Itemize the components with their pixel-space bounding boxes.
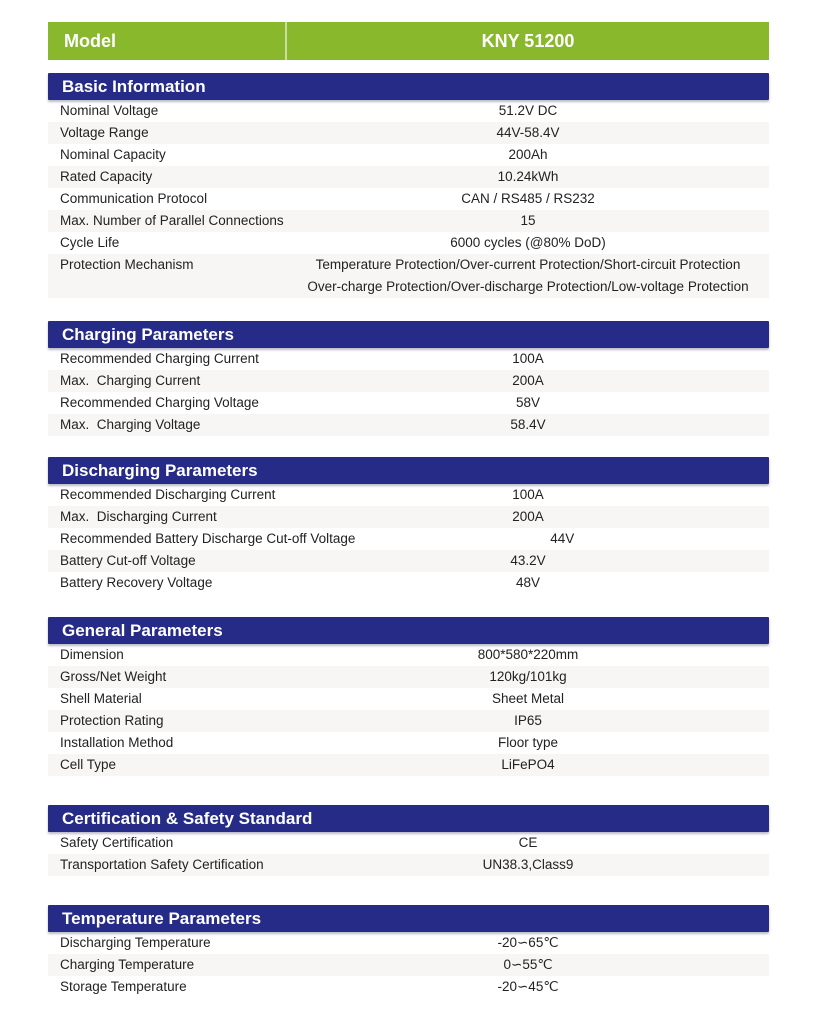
section-general-parameters [48, 617, 769, 776]
row-label: Recommended Charging Current [60, 351, 259, 366]
row-value: 44V-58.4V [496, 125, 560, 140]
row-label: Battery Recovery Voltage [60, 575, 213, 590]
row-value: CAN / RS485 / RS232 [461, 191, 595, 206]
table-row [48, 688, 769, 710]
row-label: Discharging Temperature [60, 935, 211, 950]
table-row [48, 832, 769, 854]
model-label: Model [48, 22, 287, 60]
table-row [48, 644, 769, 666]
table-row [48, 100, 769, 122]
row-label: Protection Rating [60, 713, 164, 728]
row-value: 200Ah [508, 147, 548, 162]
row-label: Max. Number of Parallel Connections [60, 213, 284, 228]
table-row [48, 122, 769, 144]
table-row [48, 976, 769, 998]
table-row [48, 506, 769, 528]
row-value: 58.4V [510, 417, 546, 432]
row-value: 6000 cycles (@80% DoD) [450, 235, 606, 250]
row-value [287, 254, 769, 298]
row-value: 48V [515, 575, 541, 590]
row-value: 800*580*220mm [477, 647, 579, 662]
row-value: LiFePO4 [501, 757, 555, 772]
row-value: Sheet Metal [491, 691, 565, 706]
row-value: 100A [512, 487, 544, 502]
row-label: Max. Charging Voltage [60, 417, 201, 432]
row-value: 51.2V DC [498, 103, 558, 118]
table-row [48, 166, 769, 188]
table-row [48, 254, 769, 298]
row-label: Cell Type [60, 757, 117, 772]
row-label: Gross/Net Weight [60, 669, 167, 684]
row-label: Max. Charging Current [60, 373, 201, 388]
row-label: Nominal Voltage [60, 103, 159, 118]
table-row [48, 954, 769, 976]
table-row [48, 144, 769, 166]
table-row [48, 666, 769, 688]
section-title: Certification & Safety Standard [48, 805, 769, 832]
section-charging-parameters [48, 321, 769, 436]
row-label: Recommended Discharging Current [60, 487, 276, 502]
section-rows [48, 832, 769, 876]
row-label: Installation Method [60, 735, 174, 750]
section-rows [48, 932, 769, 998]
row-value: 200A [512, 373, 544, 388]
table-row [48, 414, 769, 436]
table-row [48, 932, 769, 954]
row-label: Storage Temperature [60, 979, 187, 994]
section-rows [48, 644, 769, 776]
table-row [48, 732, 769, 754]
row-label: Recommended Charging Voltage [60, 395, 259, 410]
row-value: -20∽45℃ [497, 979, 559, 994]
model-bar [48, 22, 769, 60]
row-value: CE [518, 835, 538, 850]
section-rows [48, 100, 769, 298]
section-title: Charging Parameters [48, 321, 769, 348]
table-row [48, 210, 769, 232]
row-value: 0∽55℃ [503, 957, 553, 972]
row-label: Safety Certification [60, 835, 174, 850]
row-label: Dimension [60, 647, 124, 662]
row-label: Charging Temperature [60, 957, 195, 972]
table-row [48, 710, 769, 732]
row-label: Nominal Capacity [60, 147, 166, 162]
section-rows [48, 484, 769, 594]
row-value: 100A [512, 351, 544, 366]
row-label: Max. Discharging Current [60, 509, 217, 524]
section-title: Basic Information [48, 73, 769, 100]
section-discharging-parameters [48, 457, 769, 594]
table-row [48, 392, 769, 414]
row-label: Communication Protocol [60, 191, 208, 206]
table-row [48, 528, 769, 550]
section-basic-information [48, 73, 769, 298]
section-rows [48, 348, 769, 436]
row-value: Floor type [497, 735, 559, 750]
row-value: 44V [550, 531, 575, 546]
row-value: -20∽65℃ [497, 935, 559, 950]
section-title: General Parameters [48, 617, 769, 644]
row-label: Voltage Range [60, 125, 149, 140]
row-value: 200A [512, 509, 544, 524]
table-row [48, 232, 769, 254]
table-row [48, 854, 769, 876]
table-row [48, 188, 769, 210]
row-label: Rated Capacity [60, 169, 153, 184]
section-temperature-parameters [48, 905, 769, 998]
row-label: Cycle Life [60, 235, 120, 250]
row-value: 58V [515, 395, 541, 410]
section-certification-safety-standard [48, 805, 769, 876]
row-value: 120kg/101kg [489, 669, 567, 684]
row-value: 15 [520, 213, 536, 228]
row-value-line-2: Over-charge Protection/Over-discharge Protection/Low-voltage Protection [307, 279, 749, 294]
table-row [48, 572, 769, 594]
row-value: 43.2V [510, 553, 546, 568]
section-title: Temperature Parameters [48, 905, 769, 932]
row-value: UN38.3,Class9 [482, 857, 574, 872]
row-value: 10.24kWh [497, 169, 559, 184]
row-value: IP65 [514, 713, 542, 728]
table-row [48, 754, 769, 776]
row-label: Shell Material [60, 691, 142, 706]
table-row [48, 370, 769, 392]
section-title: Discharging Parameters [48, 457, 769, 484]
table-row [48, 484, 769, 506]
row-value-line-1: Temperature Protection/Over-current Protection/Short-circuit Protection [315, 257, 741, 272]
table-row [48, 348, 769, 370]
row-label: Battery Cut-off Voltage [60, 553, 196, 568]
row-label: Recommended Battery Discharge Cut-off Voltage [60, 531, 356, 546]
table-row [48, 550, 769, 572]
model-value: KNY 51200 [481, 30, 575, 51]
row-label: Transportation Safety Certification [60, 857, 264, 872]
row-label: Protection Mechanism [60, 257, 194, 272]
